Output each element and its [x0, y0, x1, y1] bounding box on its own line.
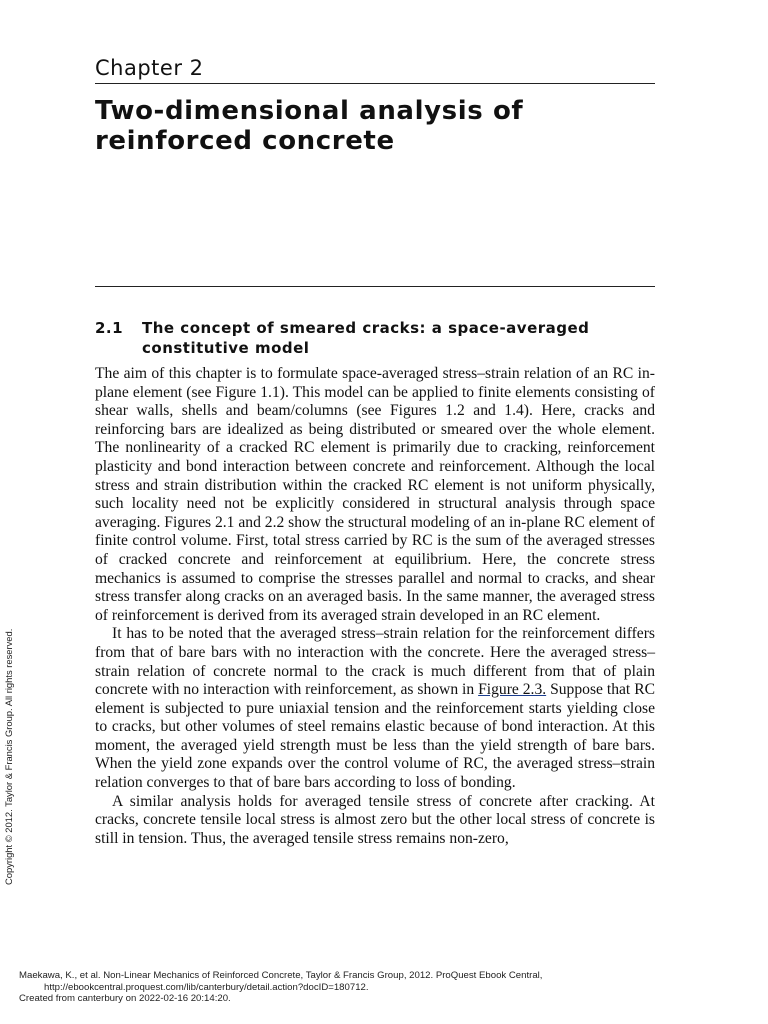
section-heading — [95, 318, 655, 358]
figure-2-3-link[interactable]: Figure 2.3. — [478, 681, 547, 699]
paragraph-3: A similar analysis holds for averaged tensile stress of concrete after cracking. At cracks, concrete tensile local stress is almost zero but the other local stress of concrete is still in tension. Thus, the averaged tensile stress remains non-zero, — [95, 792, 655, 847]
side-copyright-notice: Copyright © 2012. Taylor & Francis Group. All rights reserved. — [3, 628, 14, 885]
section-number: 2.1 — [95, 319, 124, 337]
chapter-title-line-1: Two-dimensional analysis of — [95, 96, 524, 126]
citation-footer — [19, 970, 759, 1005]
chapter-title — [95, 96, 655, 156]
section-rule — [95, 286, 655, 287]
section-title-line-1: The concept of smeared cracks: a space-averaged — [142, 319, 590, 337]
footer-line-1: Maekawa, K., et al. Non-Linear Mechanics of Reinforced Concrete, Taylor & Francis Group, 2012. ProQuest Ebook Central, — [19, 970, 543, 981]
section-title-line-2: constitutive model — [142, 339, 310, 357]
top-rule — [95, 83, 655, 84]
chapter-label: Chapter 2 — [95, 56, 204, 80]
paragraph-2-text-a: It has to be noted that the averaged stress–strain relation for the reinforcement differs from that of bare bars with no interaction with the concrete. Here the averaged stress–strain relation of concrete normal to the crack is much different from that of plain concrete with no interaction with reinforcement, as shown in — [95, 625, 655, 699]
paragraph-2 — [95, 625, 655, 792]
footer-line-3: Created from canterbury on 2022-02-16 20:14:20. — [19, 993, 231, 1004]
paragraph-1: The aim of this chapter is to formulate space-averaged stress–strain relation of an RC in-plane element (see Figure 1.1). This model can be applied to finite elements consisting of shear walls, shells and beam/columns (see Figures 1.2 and 1.4). Here, cracks and reinforcing bars are idealized as being distributed or smeared over the whole element. The nonlinearity of a cracked RC element is primarily due to cracking, reinforcement plasticity and bond interaction between concrete and reinforcement. Although the local stress and strain distribution within the cracked RC element is not uniform physically, such locality need not be explicitly considered in structural analysis through space averaging. Figures 2.1 and 2.2 show the structural modeling of an in-plane RC element of finite control volume. First, total stress carried by RC is the sum of the averaged stresses of cracked concrete and reinforcement at equilibrium. Here, the concrete stress mechanics is assumed to comprise the stresses parallel and normal to cracks, and shear stress transfer along cracks on an averaged basis. In the same manner, the averaged stress of reinforcement is derived from its averaged strain developed in an RC element. — [95, 365, 655, 624]
chapter-title-line-2: reinforced concrete — [95, 126, 395, 156]
section-title — [142, 318, 655, 358]
paragraph-2-text-b: Suppose that RC element is subjected to pure uniaxial tension and the reinforcement starts yielding close to cracks, but other volumes of steel remains elastic because of bond interaction. At this moment, the averaged yield strength must be less than the yield strength of bare bars. When the yield zone expands over the control volume of RC, the averaged stress–strain relation converges to that of bare bars according to loss of bonding. — [95, 681, 655, 792]
footer-line-2[interactable]: http://ebookcentral.proquest.com/lib/canterbury/detail.action?docID=180712. — [44, 981, 369, 993]
body-text — [95, 365, 655, 848]
